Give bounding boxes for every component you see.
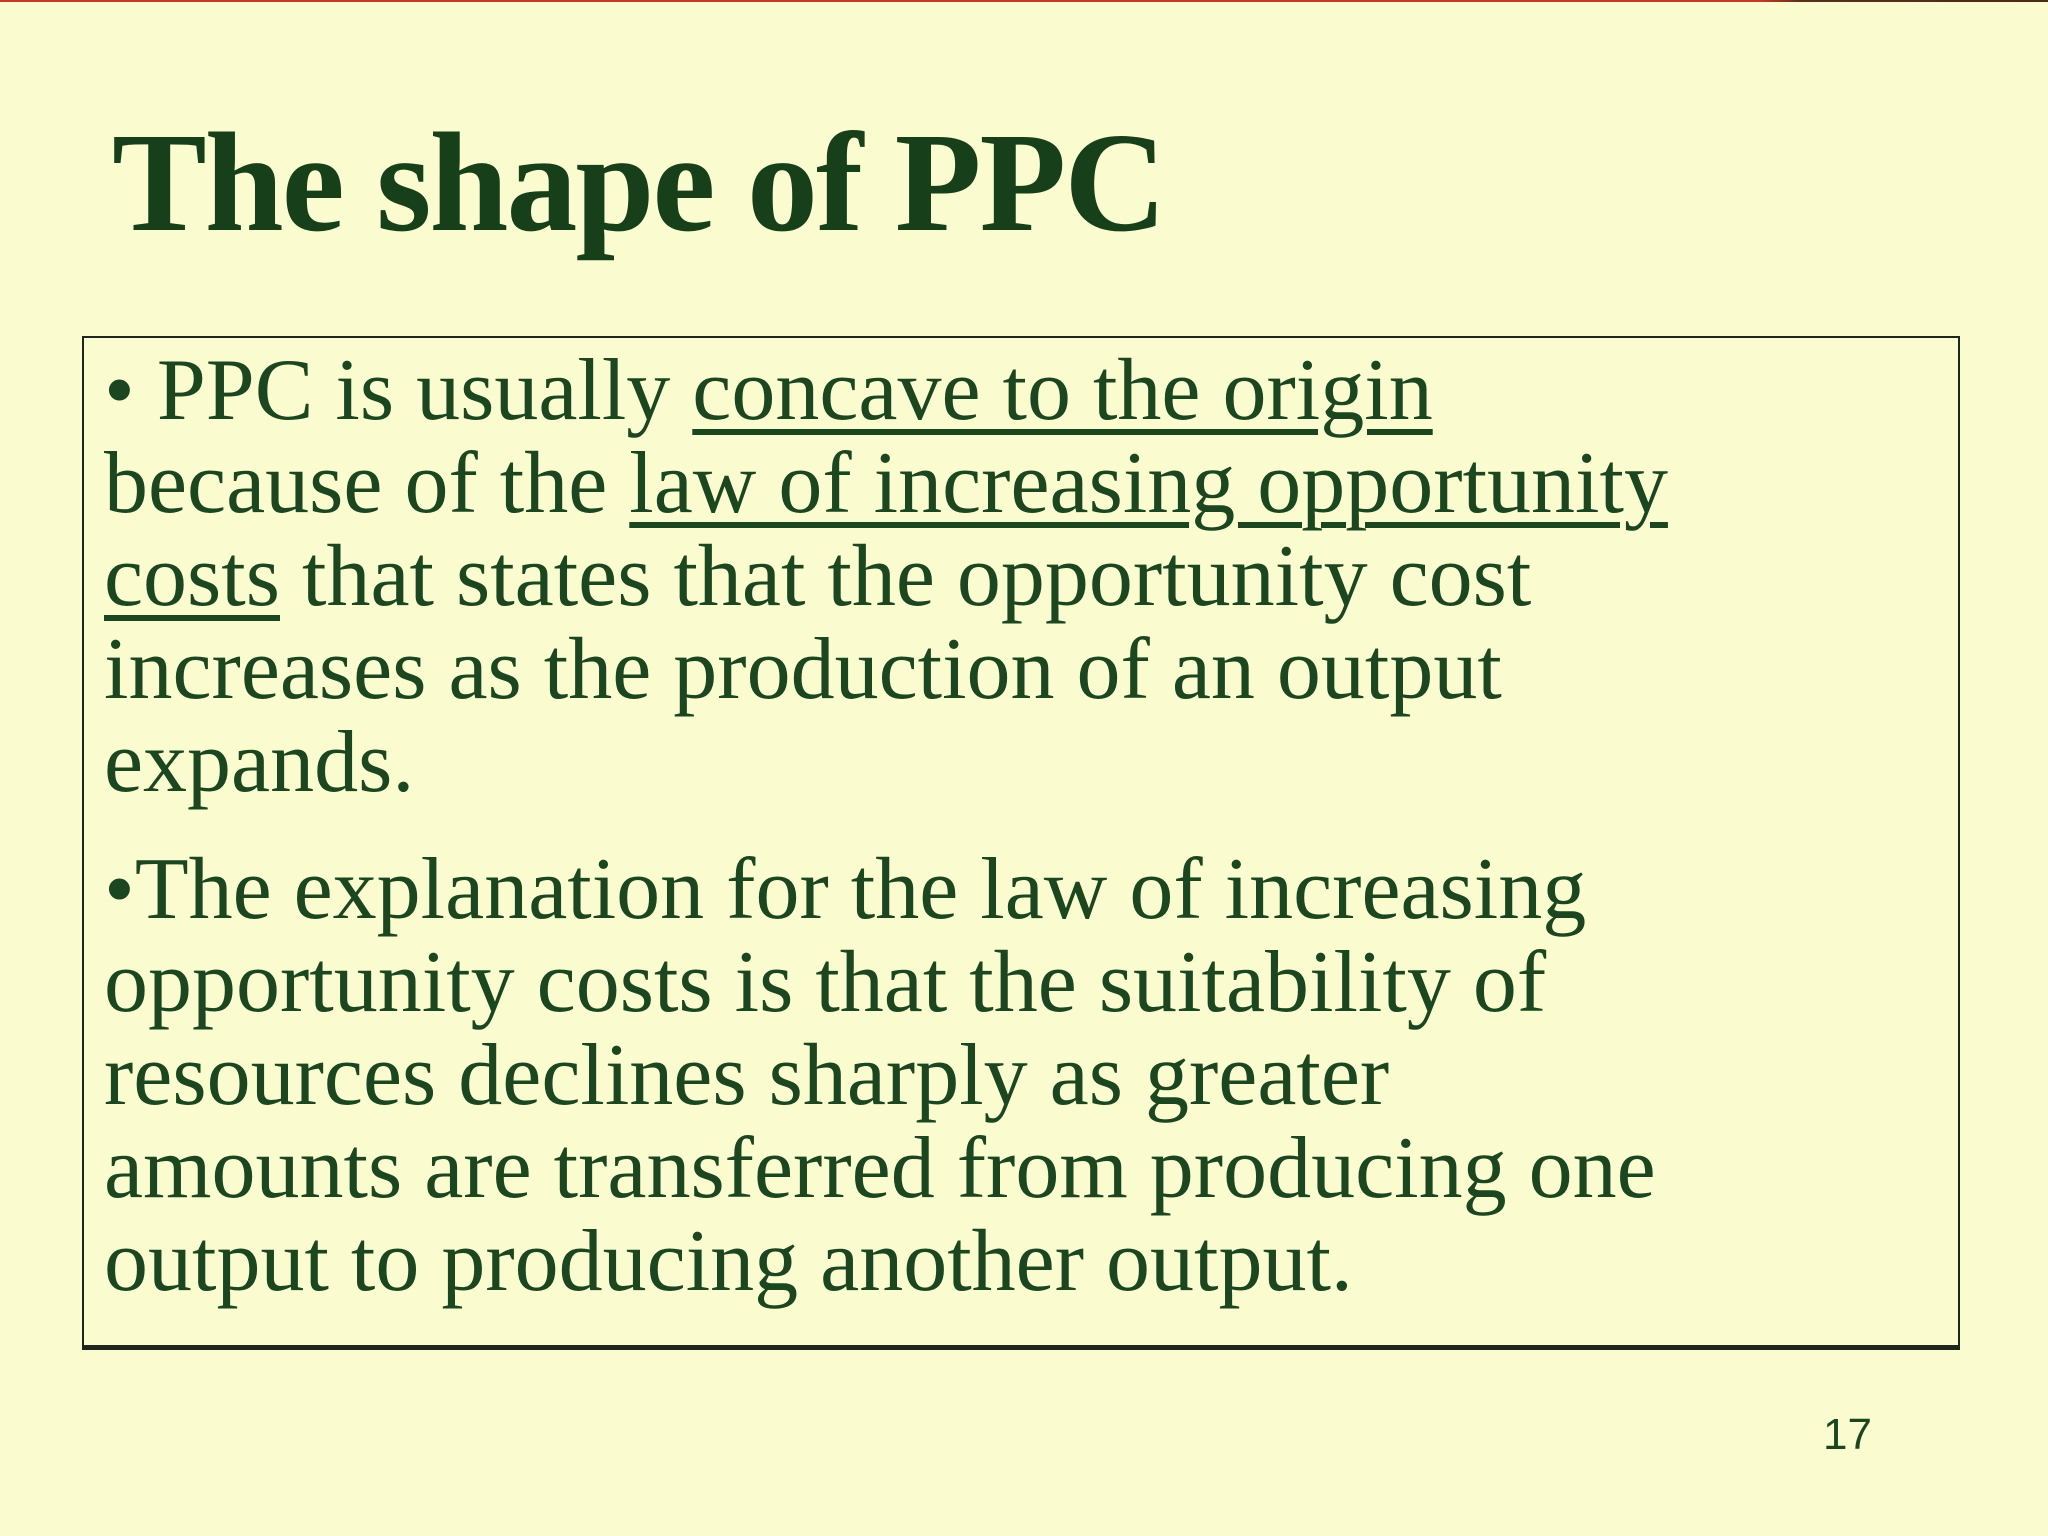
text-line: increases as the production of an output [104,621,1502,718]
text-line: opportunity costs is that the suitability of [104,934,1547,1031]
bullet-paragraph-1 [104,344,1938,809]
text-line: resources declines sharply as greater [104,1027,1390,1124]
top-edge-line [0,0,2048,2]
text-line [104,530,1938,623]
page-title: The shape of PPC [112,103,1165,261]
underlined-phrase: costs [104,528,280,625]
content-box [82,336,1960,1350]
text-segment: The explanation for the law of increasing [134,841,1587,938]
bullet-paragraph-2 [104,843,1938,1308]
underlined-phrase: law of increasing opportunity [629,435,1668,532]
text-line: output to producing another output. [104,1213,1353,1310]
text-segment: that states that the opportunity cost [280,528,1532,625]
text-line: amounts are transferred from producing one [104,1120,1656,1217]
bullet-glyph: • [104,841,135,938]
text-segment: PPC is usually [134,342,693,439]
text-line: expands. [104,714,415,811]
underlined-phrase: concave to the origin [692,342,1433,439]
bullet-glyph: • [104,342,135,439]
text-line [104,344,1938,437]
text-segment: because of the [104,435,630,532]
page-number: 17 [1823,1410,1872,1459]
text-line [104,437,1938,530]
text-line [104,843,1938,936]
